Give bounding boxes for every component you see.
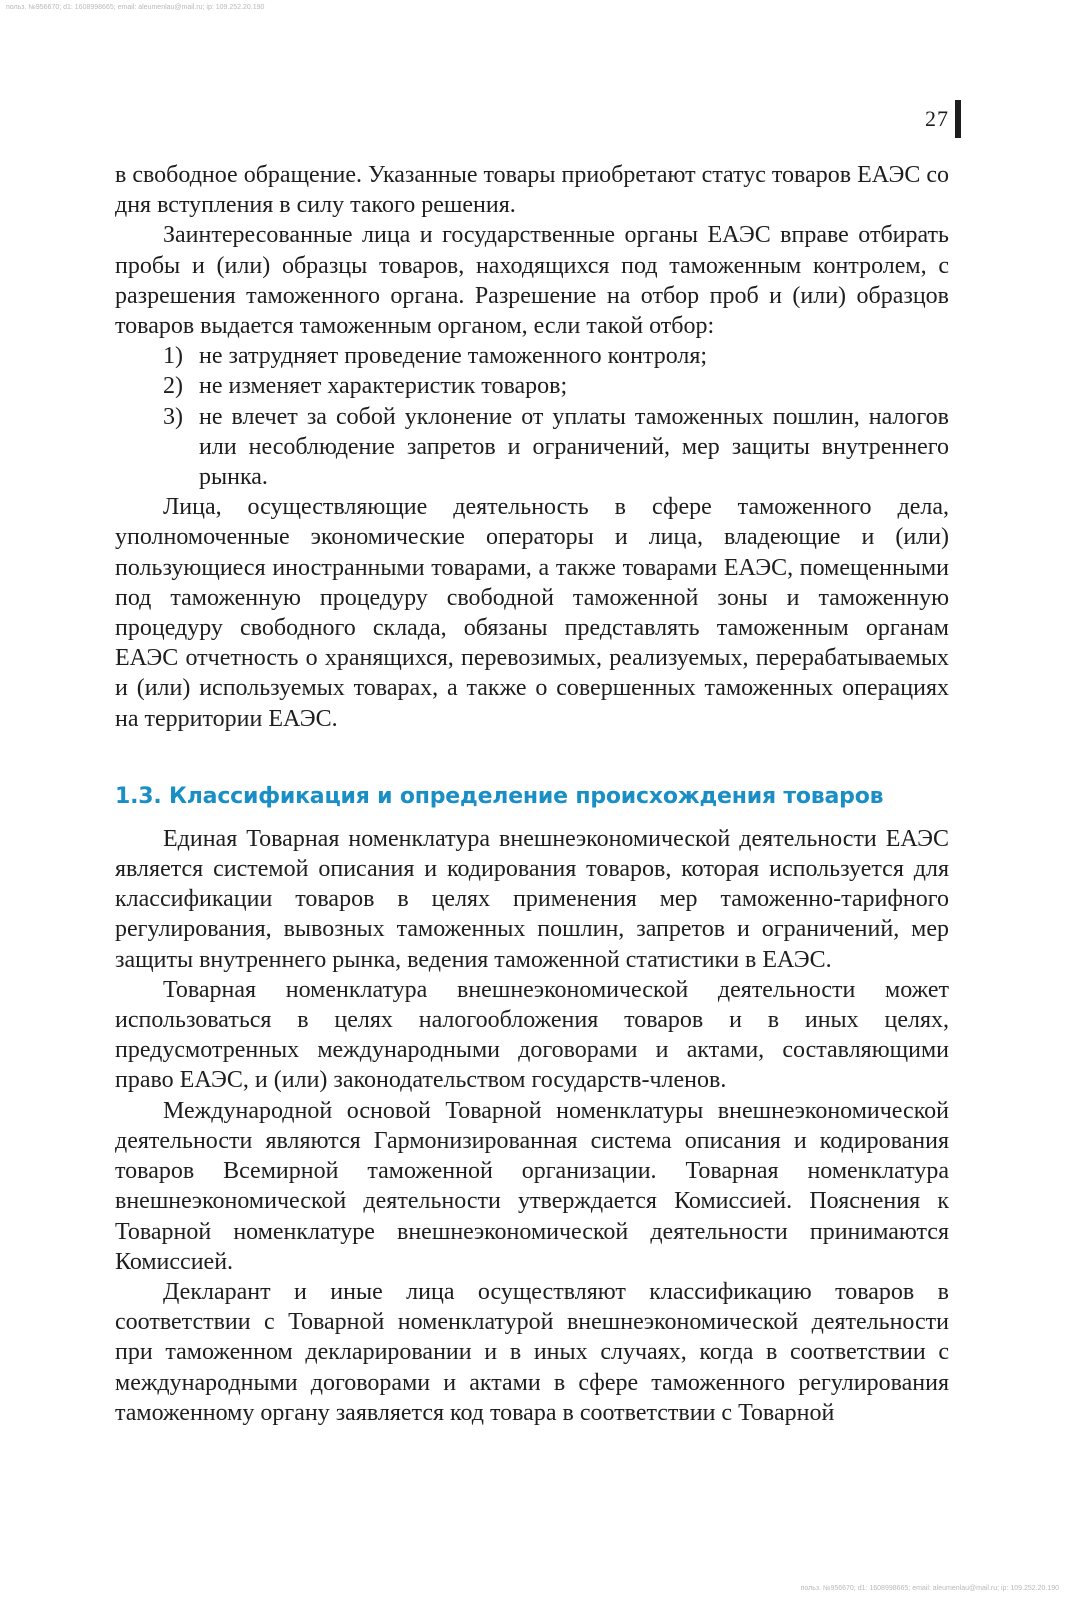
list-item-number: 3) xyxy=(163,403,183,430)
list-item xyxy=(115,402,949,493)
list-item-text: не влечет за собой уклонение от уплаты таможенных пошлин, налогов или несоблюдение запретов и ограничений, мер защиты внутреннего рынка. xyxy=(199,403,949,491)
paragraph-reporting: Лица, осуществляющие деятельность в сфере таможенного дела, уполномоченные экономические операторы и лица, владеющие и (или) пользующиеся иностранными товарами, а также товарами ЕАЭС, помещенными под таможенную процедуру свободной таможенной зоны и таможенную процедуру свободного склада, обязаны представлять таможенным органам ЕАЭС отчетность о хранящихся, перевозимых, реализуемых, перерабатываемых и (или) используемых товарах, а также о совершенных таможенных операциях на территории ЕАЭС. xyxy=(115,494,949,732)
list-item xyxy=(115,371,949,401)
conditions-list xyxy=(115,341,949,492)
section-paragraph: Товарная номенклатура внешнеэкономической деятельности может использоваться в целях налогообложения товаров и в иных целях, предусмотренных международными договорами и актами, составляющими право ЕАЭС, и (или) законодательством государств-членов. xyxy=(115,976,949,1094)
section-paragraph: Единая Товарная номенклатура внешнеэкономической деятельности ЕАЭС является системой описания и кодирования товаров, которая используется для классификации товаров в целях применения мер таможенно-тарифного регулирования, вывозных таможенных пошлин, запретов и ограничений, мер защиты внутреннего рынка, ведения таможенной статистики в ЕАЭС. xyxy=(115,825,949,973)
paragraph-sampling: Заинтересованные лица и государственные органы ЕАЭС вправе отбирать пробы и (или) образцы товаров, находящихся под таможенным контролем, с разрешения таможенного органа. Разрешение на отбор проб и (или) образцов товаров выдается таможенным органом, если такой отбор: xyxy=(115,222,949,340)
page-number: 27 xyxy=(925,106,949,131)
paragraph-continued: в свободное обращение. Указанные товары приобретают статус товаров ЕАЭС со дня вступления в силу такого решения. xyxy=(115,162,949,219)
list-item-text: не затрудняет проведение таможенного контроля; xyxy=(199,343,708,370)
page-body xyxy=(115,160,949,1428)
section-paragraph: Декларант и иные лица осуществляют классификацию товаров в соответствии с Товарной номенклатурой внешнеэкономической деятельности при таможенном декларировании и в иных случаях, когда в соответствии с международными договорами и актами в сфере таможенного регулирования таможенному органу заявляется код товара в соответствии с Товарной xyxy=(115,1278,949,1426)
section-heading: 1.3. Классификация и определение происхождения товаров xyxy=(115,783,884,809)
list-item xyxy=(115,341,949,371)
page-number-bar xyxy=(955,100,961,138)
watermark-bottom: польз. №956670; d1: 1608998665; email: aleumenlau@mail.ru; ip: 109.252.20.190 xyxy=(800,1585,1059,1592)
list-item-number: 2) xyxy=(163,373,183,400)
list-item-text: не изменяет характеристик товаров; xyxy=(199,373,568,400)
section-paragraph: Международной основой Товарной номенклатуры внешнеэкономической деятельности являются Гармонизированная система описания и кодирования товаров Всемирной таможенной организации. Товарная номенклатура внешнеэкономической деятельности утверждается Комиссией. Пояснения к Товарной номенклатуре внешнеэкономической деятельности принимаются Комиссией. xyxy=(115,1097,949,1275)
list-item-number: 1) xyxy=(163,343,183,370)
watermark-top: польз. №956670; d1: 1608998665; email: aleumenlau@mail.ru; ip: 109.252.20.190 xyxy=(6,4,265,11)
